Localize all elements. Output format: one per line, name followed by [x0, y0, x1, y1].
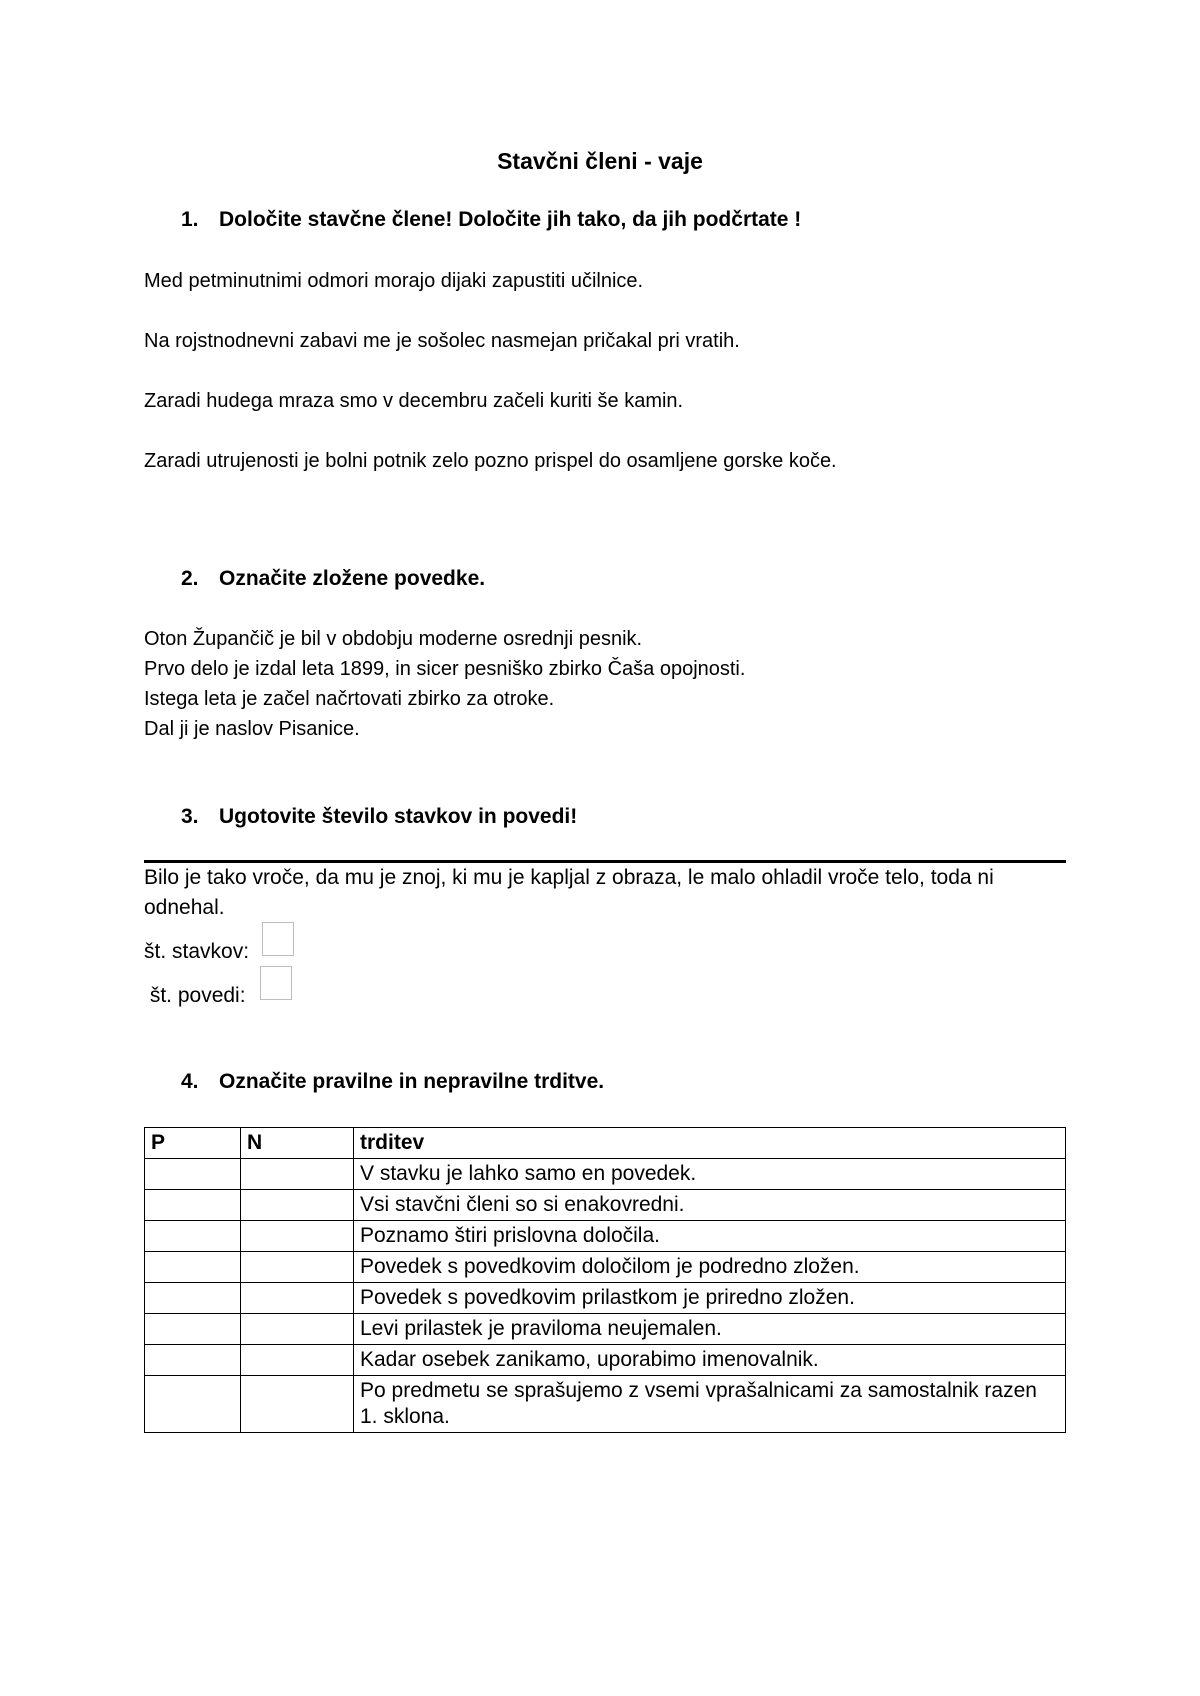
- table-row: [145, 1314, 1066, 1345]
- section-2-heading: [181, 567, 485, 591]
- table-row: [145, 1159, 1066, 1190]
- section-2-sentence: Oton Župančič je bil v obdobju moderne osrednji pesnik.: [144, 628, 643, 650]
- section-1-sentence: Zaradi hudega mraza smo v decembru začeli kuriti še kamin.: [144, 390, 684, 412]
- table-header-row: [145, 1128, 1066, 1159]
- cell-p[interactable]: [145, 1345, 241, 1376]
- table-row: [145, 1283, 1066, 1314]
- section-3-heading: [181, 805, 577, 829]
- section-1-heading: [181, 208, 801, 232]
- section-1-sentence: Med petminutnimi odmori morajo dijaki zapustiti učilnice.: [144, 270, 644, 292]
- header-n: N: [241, 1128, 354, 1159]
- section-2-heading-text: Označite zložene povedke.: [219, 567, 486, 590]
- cell-statement: Po predmetu se sprašujemo z vsemi vprašalnicami za samostalnik razen 1. sklona.: [354, 1376, 1066, 1433]
- statements-table: [144, 1127, 1066, 1433]
- table-row: [145, 1376, 1066, 1433]
- table-row: [145, 1221, 1066, 1252]
- section-1-sentence: Zaradi utrujenosti je bolni potnik zelo pozno prispel do osamljene gorske koče.: [144, 450, 837, 472]
- table-row: [145, 1345, 1066, 1376]
- cell-n[interactable]: [241, 1190, 354, 1221]
- cell-n[interactable]: [241, 1159, 354, 1190]
- section-3-text-line-2: odnehal.: [144, 896, 225, 919]
- cell-n[interactable]: [241, 1283, 354, 1314]
- povedi-answer-box[interactable]: [260, 966, 292, 1000]
- cell-statement: Vsi stavčni členi so si enakovredni.: [354, 1190, 1066, 1221]
- cell-statement: V stavku je lahko samo en povedek.: [354, 1159, 1066, 1190]
- cell-p[interactable]: [145, 1190, 241, 1221]
- section-3-divider: [144, 860, 1066, 863]
- cell-p[interactable]: [145, 1283, 241, 1314]
- cell-p[interactable]: [145, 1159, 241, 1190]
- cell-p[interactable]: [145, 1252, 241, 1283]
- cell-n[interactable]: [241, 1314, 354, 1345]
- section-2-sentence: Prvo delo je izdal leta 1899, in sicer pesniško zbirko Čaša opojnosti.: [144, 658, 746, 680]
- section-3-text-line-1: Bilo je tako vroče, da mu je znoj, ki mu je kapljal z obraza, le malo ohladil vroče telo, toda ni: [144, 866, 994, 889]
- section-2-number: 2.: [181, 567, 199, 590]
- section-4-heading: [181, 1070, 604, 1094]
- cell-statement: Kadar osebek zanikamo, uporabimo imenovalnik.: [354, 1345, 1066, 1376]
- page-title: Stavčni členi - vaje: [497, 148, 703, 174]
- section-1-heading-text: Določite stavčne člene! Določite jih tako, da jih podčrtate !: [219, 208, 802, 231]
- povedi-label: št. povedi:: [144, 984, 246, 1007]
- cell-n[interactable]: [241, 1345, 354, 1376]
- cell-statement: Poznamo štiri prislovna določila.: [354, 1221, 1066, 1252]
- cell-statement: Povedek s povedkovim prilastkom je priredno zložen.: [354, 1283, 1066, 1314]
- cell-statement: Povedek s povedkovim določilom je podredno zložen.: [354, 1252, 1066, 1283]
- header-trditev: trditev: [354, 1128, 1066, 1159]
- stavkov-answer-box[interactable]: [262, 922, 294, 956]
- section-4-number: 4.: [181, 1070, 199, 1093]
- table-row: [145, 1252, 1066, 1283]
- cell-p[interactable]: [145, 1314, 241, 1345]
- cell-n[interactable]: [241, 1376, 354, 1433]
- cell-n[interactable]: [241, 1252, 354, 1283]
- header-p: P: [145, 1128, 241, 1159]
- cell-n[interactable]: [241, 1221, 354, 1252]
- stavkov-label: št. stavkov:: [144, 940, 250, 963]
- section-4-heading-text: Označite pravilne in nepravilne trditve.: [219, 1070, 605, 1093]
- section-1-sentence: Na rojstnodnevni zabavi me je sošolec nasmejan pričakal pri vratih.: [144, 330, 740, 352]
- cell-statement: Levi prilastek je praviloma neujemalen.: [354, 1314, 1066, 1345]
- cell-p[interactable]: [145, 1221, 241, 1252]
- section-2-sentence: Istega leta je začel načrtovati zbirko za otroke.: [144, 688, 555, 710]
- section-3-number: 3.: [181, 805, 199, 828]
- table-row: [145, 1190, 1066, 1221]
- cell-p[interactable]: [145, 1376, 241, 1433]
- section-3-heading-text: Ugotovite število stavkov in povedi!: [219, 805, 578, 828]
- section-1-number: 1.: [181, 208, 199, 231]
- section-2-sentence: Dal ji je naslov Pisanice.: [144, 718, 360, 740]
